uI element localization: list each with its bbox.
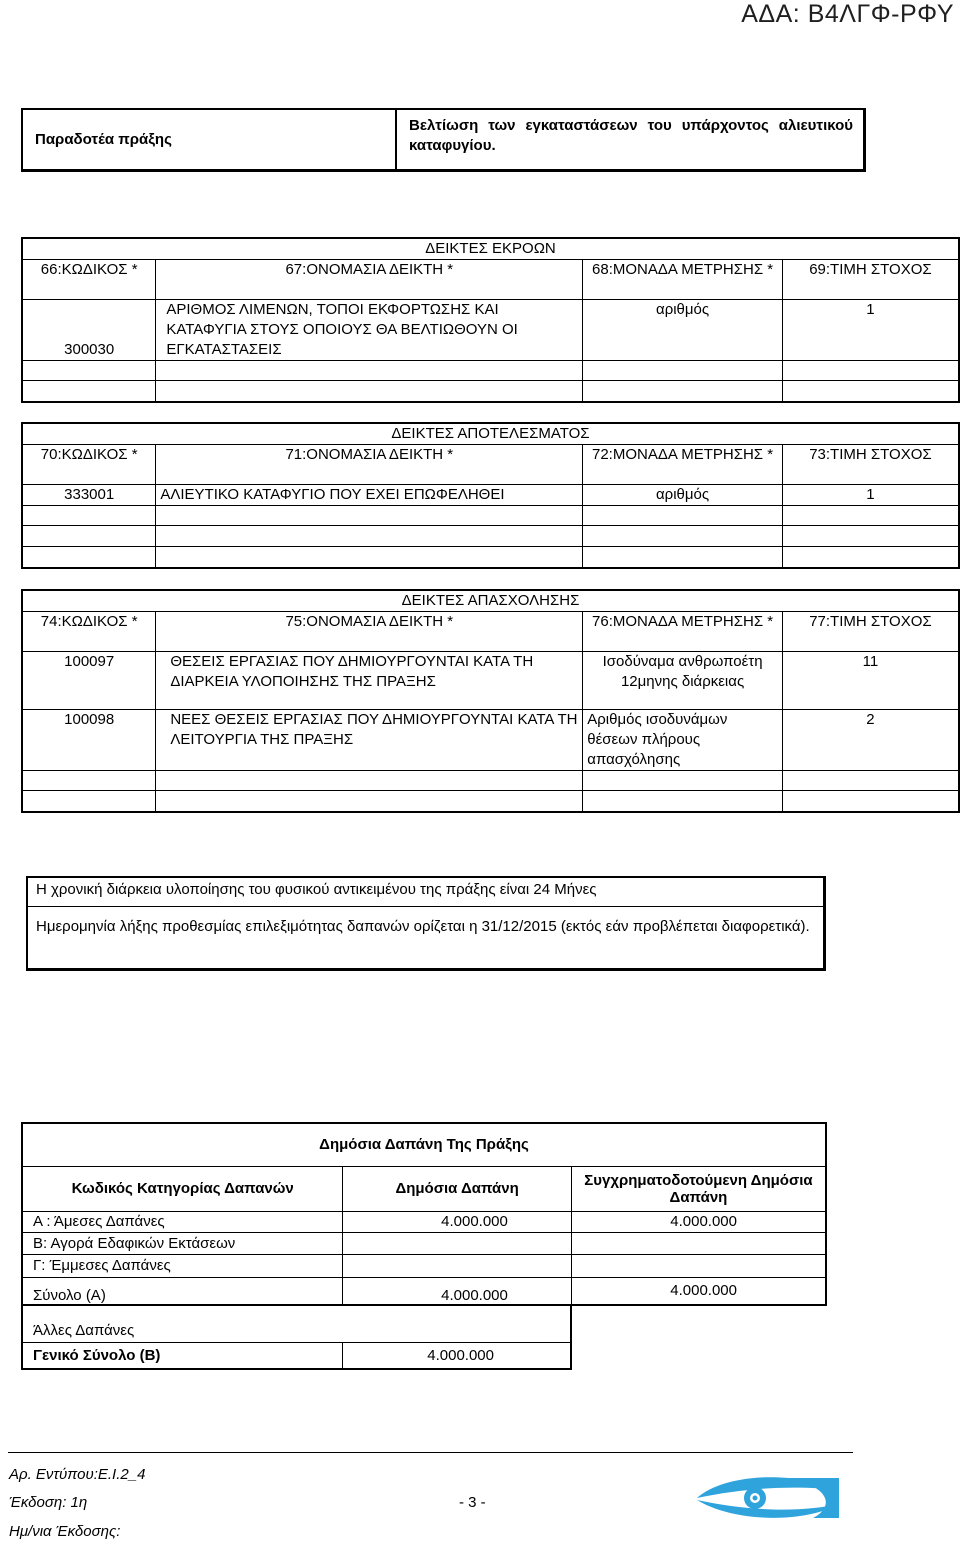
row-code: 333001 xyxy=(22,485,156,506)
public-expenditure-title: Δημόσια Δαπάνη Της Πράξης xyxy=(22,1123,826,1166)
header-target: 77:ΤΙΜΗ ΣΤΟΧΟΣ xyxy=(782,612,959,652)
header-public: Δημόσια Δαπάνη xyxy=(343,1166,572,1211)
result-indicators-table xyxy=(21,422,960,569)
employment-indicators-table xyxy=(21,589,960,813)
header-unit: 72:ΜΟΝΑΔΑ ΜΕΤΡΗΣΗΣ * xyxy=(583,445,783,485)
row-cofinanced: 4.000.000 xyxy=(571,1211,826,1232)
row-label: Α : Άμεσες Δαπάνες xyxy=(22,1211,343,1232)
header-target: 69:ΤΙΜΗ ΣΤΟΧΟΣ xyxy=(782,260,959,300)
deliverable-value: Βελτίωση των εγκαταστάσεων του υπάρχοντος αλιευτικού καταφυγίου. xyxy=(409,117,853,154)
row-label: Σύνολο (Α) xyxy=(22,1277,343,1305)
row-code: 100097 xyxy=(22,652,156,710)
header-unit: 76:ΜΟΝΑΔΑ ΜΕΤΡΗΣΗΣ * xyxy=(583,612,783,652)
row-target: 1 xyxy=(782,485,959,506)
header-target: 73:ΤΙΜΗ ΣΤΟΧΟΣ xyxy=(782,445,959,485)
row-target: 2 xyxy=(782,710,959,771)
header-code: 74:ΚΩΔΙΚΟΣ * xyxy=(22,612,156,652)
row-unit: Ισοδύναμα ανθρωποέτη 12μηνης διάρκειας xyxy=(583,652,783,710)
deliverable-label: Παραδοτέα πράξης xyxy=(23,110,397,169)
page-number: - 3 - xyxy=(459,1494,486,1511)
row-cofinanced xyxy=(571,1254,826,1277)
result-indicators-title: ΔΕΙΚΤΕΣ ΑΠΟΤΕΛΕΣΜΑΤΟΣ xyxy=(22,423,959,445)
row-cofinanced xyxy=(571,1232,826,1254)
other-expenses-label: Άλλες Δαπάνες xyxy=(22,1305,571,1342)
eye-logo-icon xyxy=(693,1476,843,1520)
row-name: ΘΕΣΕΙΣ ΕΡΓΑΣΙΑΣ ΠΟΥ ΔΗΜΙΟΥΡΓΟΥΝΤΑΙ ΚΑΤΑ ΤΗ ΔΙΑΡΚΕΙΑ ΥΛΟΠΟΙΗΣΗΣ ΤΗΣ ΠΡΑΞΗΣ xyxy=(156,652,583,710)
employment-indicators-title: ΔΕΙΚΤΕΣ ΑΠΑΣΧΟΛΗΣΗΣ xyxy=(22,590,959,612)
header-code: 66:ΚΩΔΙΚΟΣ * xyxy=(22,260,156,300)
row-unit: αριθμός xyxy=(583,300,783,361)
row-name: ΝΕΕΣ ΘΕΣΕΙΣ ΕΡΓΑΣΙΑΣ ΠΟΥ ΔΗΜΙΟΥΡΓΟΥΝΤΑΙ ΚΑΤΑ ΤΗ ΛΕΙΤΟΥΡΓΙΑ ΤΗΣ ΠΡΑΞΗΣ xyxy=(156,710,583,771)
row-unit: αριθμός xyxy=(583,485,783,506)
form-number: Αρ. Εντύπου:Ε.Ι.2_4 xyxy=(9,1466,146,1483)
row-code: 300030 xyxy=(22,300,156,361)
deliverable-table xyxy=(21,108,866,172)
row-target: 11 xyxy=(782,652,959,710)
divider xyxy=(28,906,823,907)
row-code: 100098 xyxy=(22,710,156,771)
row-label: Γ: Έμμεσες Δαπάνες xyxy=(22,1254,343,1277)
ada-code: ΑΔΑ: Β4ΛΓΦ-ΡΦΥ xyxy=(741,0,954,28)
row-public xyxy=(343,1232,572,1254)
row-public xyxy=(343,1254,572,1277)
header-category: Κωδικός Κατηγορίας Δαπανών xyxy=(22,1166,343,1211)
row-label: Β: Αγορά Εδαφικών Εκτάσεων xyxy=(22,1232,343,1254)
row-unit: Αριθμός ισοδυνάμων θέσεων πλήρους απασχόλησης xyxy=(583,710,783,771)
row-target: 1 xyxy=(782,300,959,361)
grand-total-value: 4.000.000 xyxy=(342,1342,571,1369)
header-name: 71:ΟΝΟΜΑΣΙΑ ΔΕΙΚΤΗ * xyxy=(156,445,583,485)
header-name: 67:ΟΝΟΜΑΣΙΑ ΔΕΙΚΤΗ * xyxy=(156,260,583,300)
row-public: 4.000.000 xyxy=(343,1277,572,1305)
grand-total-label: Γενικό Σύνολο (Β) xyxy=(22,1342,342,1369)
duration-box xyxy=(26,876,826,971)
row-name: ΑΡΙΘΜΟΣ ΛΙΜΕΝΩΝ, ΤΟΠΟΙ ΕΚΦΟΡΤΩΣΗΣ ΚΑΙ ΚΑΤΑΦΥΓΙΑ ΣΤΟΥΣ ΟΠΟΙΟΥΣ ΘΑ ΒΕΛΤΙΩΘΟΥΝ ΟΙ ΕΓΚΑΤΑΣΤΑΣΕΙΣ xyxy=(156,300,583,361)
deadline-text: Ημερομηνία λήξης προθεσμίας επιλεξιμότητας δαπανών ορίζεται η 31/12/2015 (εκτός εάν προβλέπεται διαφορετικά). xyxy=(36,918,810,935)
footer-divider xyxy=(8,1452,853,1453)
duration-text: Η χρονική διάρκεια υλοποίησης του φυσικού αντικειμένου της πράξης είναι 24 Μήνες xyxy=(36,881,597,898)
header-unit: 68:ΜΟΝΑΔΑ ΜΕΤΡΗΣΗΣ * xyxy=(583,260,783,300)
public-expenditure-table xyxy=(21,1122,827,1306)
header-code: 70:ΚΩΔΙΚΟΣ * xyxy=(22,445,156,485)
header-cofinanced: Συγχρηματοδοτούμενη Δημόσια Δαπάνη xyxy=(571,1166,826,1211)
edition: Έκδοση: 1η xyxy=(9,1494,88,1511)
totals-table xyxy=(21,1305,572,1370)
output-indicators-title: ΔΕΙΚΤΕΣ ΕΚΡΟΩΝ xyxy=(22,238,959,260)
output-indicators-table xyxy=(21,237,960,403)
row-name: ΑΛΙΕΥΤΙΚΟ ΚΑΤΑΦΥΓΙΟ ΠΟΥ ΕΧΕΙ ΕΠΩΦΕΛΗΘΕΙ xyxy=(156,485,583,506)
edition-date: Ημ/νια Έκδοσης: xyxy=(9,1523,121,1540)
header-name: 75:ΟΝΟΜΑΣΙΑ ΔΕΙΚΤΗ * xyxy=(156,612,583,652)
row-public: 4.000.000 xyxy=(343,1211,572,1232)
row-cofinanced: 4.000.000 xyxy=(571,1277,826,1305)
